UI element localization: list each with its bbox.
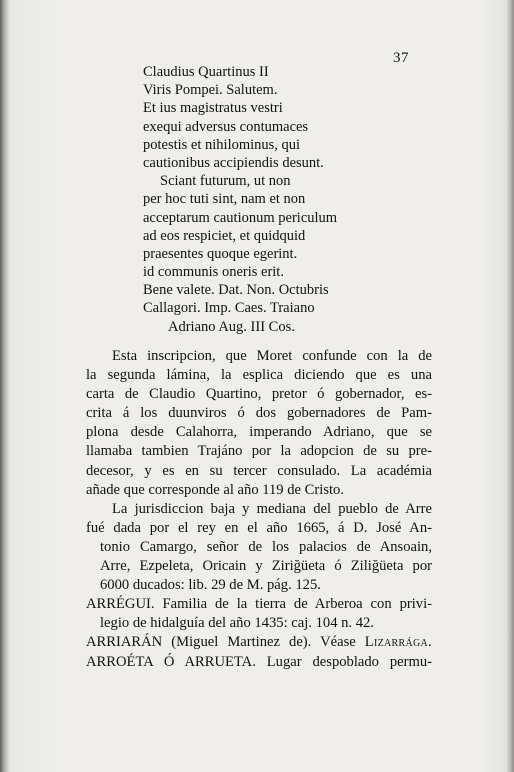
headword: ARRÉGUI.: [86, 596, 155, 613]
body-line: plona desde Calahorra, imperando Adriano, que se: [86, 424, 432, 441]
inscription-line: per hoc tuti sint, nam et non: [143, 191, 306, 208]
inscription-line: ad eos respiciet, et quidquid: [143, 227, 306, 244]
body-line: Arre, Ezpeleta, Oricain y Ziriğüeta ó Ziliğüeta por: [100, 558, 432, 575]
body-line: tonio Camargo, señor de los palacios de Ansoain,: [100, 538, 432, 555]
headword: ARROÉTA Ó ARRUETA.: [86, 653, 256, 670]
inscription-line: exequi adversus contumaces: [143, 118, 309, 135]
entry-text: Lugar despoblado permu-: [266, 653, 432, 670]
inscription-line: potestis et nihilominus, qui: [143, 136, 301, 153]
entry-text: Familia de la tierra de Arberoa con privi-: [162, 596, 432, 613]
inscription-line: praesentes quoque egerint.: [143, 245, 298, 262]
body-line: carta de Claudio Quartino, pretor ó gobernador, es-: [86, 386, 432, 403]
body-line: La jurisdiccion baja y mediana del pueblo de Arre: [112, 500, 432, 517]
inscription-line: Adriano Aug. III Cos.: [168, 318, 295, 335]
body-line: la segunda lámina, la esplica diciendo que es una: [86, 367, 432, 384]
body-line: 6000 ducados: lib. 29 de M. pág. 125.: [100, 577, 321, 594]
page-number: 37: [393, 50, 409, 66]
inscription-line: id communis oneris erit.: [143, 264, 284, 281]
body-line: legio de hidalguía del año 1435: caj. 104 n. 42.: [100, 615, 374, 632]
inscription-line: Sciant futurum, ut non: [160, 173, 291, 190]
inscription-line: Bene valete. Dat. Non. Octubris: [143, 282, 329, 299]
body-line: llamaba tambien Trajáno por la adopcion de su pre-: [86, 443, 432, 460]
inscription-line: Et ius magistratus vestri: [143, 100, 283, 117]
body-line: decesor, y es en su tercer consulado. La académia: [86, 462, 432, 479]
body-line: añade que corresponde al año 119 de Cristo.: [86, 481, 345, 498]
latin-inscription: [143, 63, 443, 336]
inscription-line: cautionibus accipiendis desunt.: [143, 154, 324, 171]
entry-text: (Miguel Martinez de). Véase: [171, 634, 356, 651]
entry-arregui: [86, 595, 432, 614]
entry-arroeta: [86, 653, 432, 672]
headword: ARRIARÁN: [86, 634, 163, 651]
body-line: Esta inscripcion, que Moret confunde con la de: [112, 348, 432, 364]
inscription-line: Viris Pompei. Salutem.: [143, 82, 278, 99]
body-line: fué dada por el rey en el año 1665, á D. José An-: [86, 519, 432, 536]
inscription-line: Callagori. Imp. Caes. Traiano: [143, 300, 315, 317]
cross-reference: Lizarrága.: [364, 634, 433, 651]
entry-arriaran: [86, 633, 432, 652]
body-line: crita á los duunviros ó dos gobernadores de Pam-: [86, 405, 432, 422]
inscription-line: Claudius Quartinus II: [143, 64, 269, 80]
commentary-text: [86, 347, 432, 672]
inscription-line: acceptarum cautionum periculum: [143, 209, 338, 226]
